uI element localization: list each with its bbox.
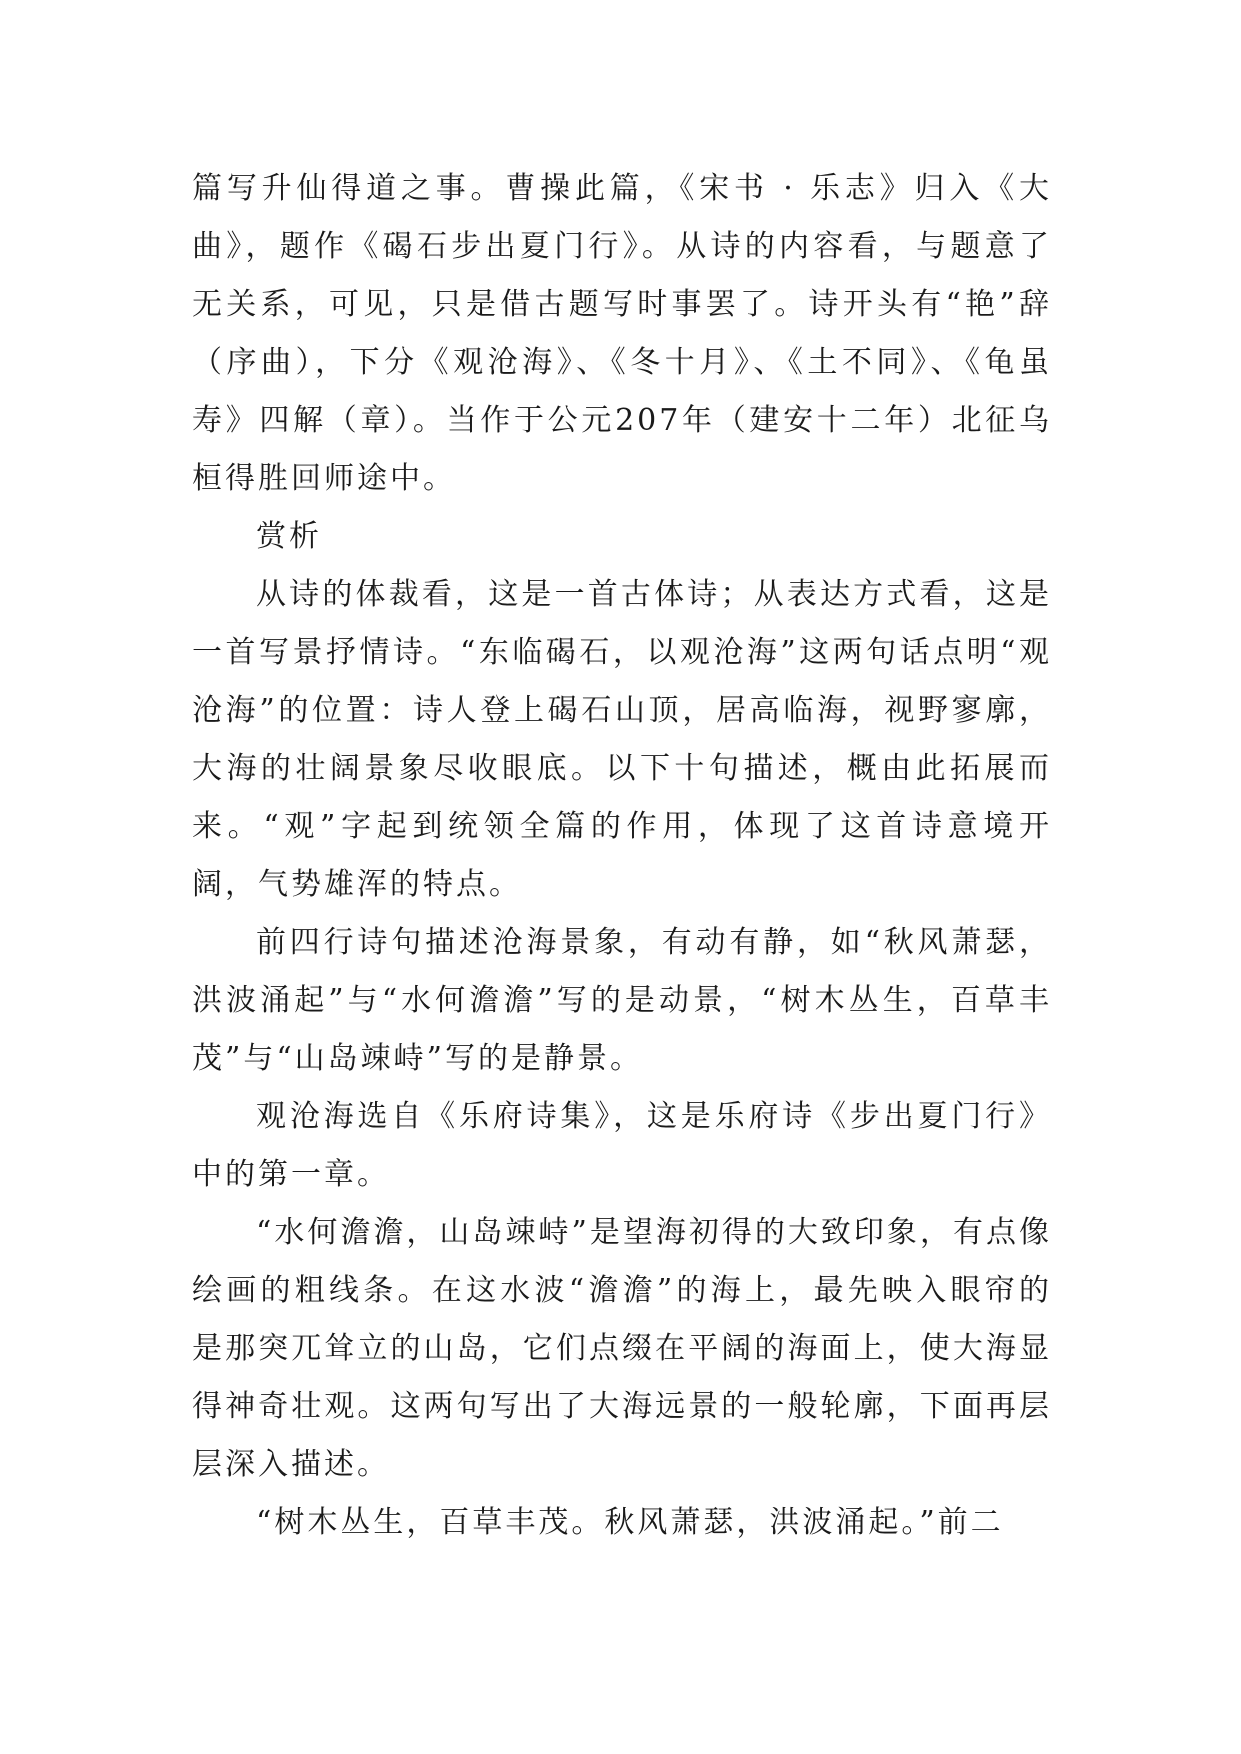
paragraph-genre: 从诗的体裁看，这是一首古体诗；从表达方式看，这是一首写景抒情诗。“东临碣石，以观沧海”这两句话点明“观沧海”的位置：诗人登上碣石山顶，居高临海，视野寥廓，大海的壮阔景象尽收眼底。以下十句描述，概由此拓展而来。“观”字起到统领全篇的作用，体现了这首诗意境开阔，气势雄浑的特点。 (192, 577, 1052, 902)
document-body (192, 160, 1052, 1552)
paragraph-scenery: 前四行诗句描述沧海景象，有动有静，如“秋风萧瑟，洪波涌起”与“水何澹澹”写的是动景，“树木丛生，百草丰茂”与“山岛竦峙”写的是静景。 (192, 925, 1052, 1076)
paragraph-impression: “水何澹澹，山岛竦峙”是望海初得的大致印象，有点像绘画的粗线条。在这水波“澹澹”的海上，最先映入眼帘的是那突兀耸立的山岛，它们点缀在平阔的海面上，使大海显得神奇壮观。这两句写出了大海远景的一般轮廓，下面再层层深入描述。 (192, 1215, 1052, 1482)
paragraph-intro: 篇写升仙得道之事。曹操此篇，《宋书 · 乐志》归入《大曲》，题作《碣石步出夏门行》。从诗的内容看，与题意了无关系，可见，只是借古题写时事罢了。诗开头有“艳”辞（序曲），下分《观沧海》、《冬十月》、《土不同》、《龟虽寿》四解（章）。当作于公元207年（建安十二年）北征乌桓得胜回师途中。 (192, 171, 1052, 496)
paragraph-source: 观沧海选自《乐府诗集》，这是乐府诗《步出夏门行》中的第一章。 (192, 1099, 1052, 1192)
section-heading-appreciation: 赏析 (256, 519, 322, 554)
paragraph-trees: “树木丛生，百草丰茂。秋风萧瑟，洪波涌起。”前二 (256, 1505, 1004, 1540)
